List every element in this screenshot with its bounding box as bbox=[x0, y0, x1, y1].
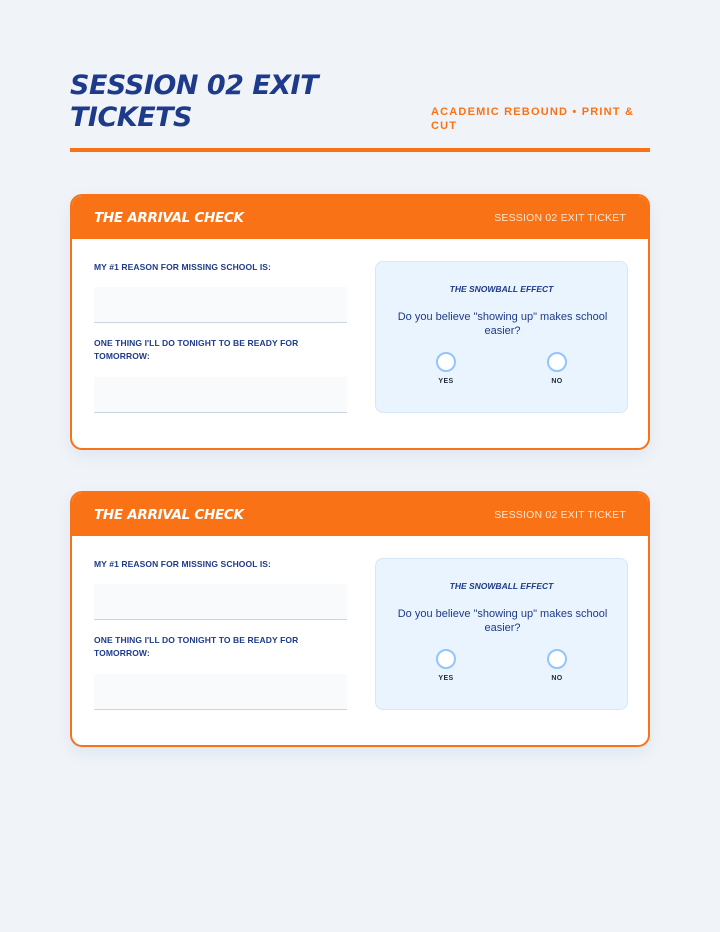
exit-ticket-1 bbox=[70, 194, 650, 450]
reason-answer-field[interactable] bbox=[94, 584, 347, 620]
yes-radio[interactable] bbox=[436, 649, 456, 669]
yes-label: YES bbox=[438, 675, 454, 682]
yes-radio[interactable] bbox=[436, 352, 456, 372]
no-option[interactable] bbox=[537, 649, 577, 689]
snowball-title: THE SNOWBALL EFFECT bbox=[449, 581, 554, 591]
ticket-tag: SESSION 02 EXIT TICKET bbox=[494, 509, 626, 521]
snowball-question: Do you believe "showing up" makes school easier? bbox=[397, 311, 608, 337]
no-option[interactable] bbox=[537, 352, 577, 392]
snowball-panel bbox=[375, 261, 628, 413]
yes-option[interactable] bbox=[426, 352, 466, 392]
no-radio[interactable] bbox=[547, 649, 567, 669]
page-header bbox=[70, 70, 650, 152]
no-label: NO bbox=[551, 675, 563, 682]
yes-option[interactable] bbox=[426, 649, 466, 689]
yes-label: YES bbox=[438, 378, 454, 385]
tonight-answer-field[interactable] bbox=[94, 674, 347, 710]
reason-answer-field[interactable] bbox=[94, 287, 347, 323]
no-label: NO bbox=[551, 378, 563, 385]
tonight-answer-field[interactable] bbox=[94, 377, 347, 413]
ticket-title: THE ARRIVAL CHECK bbox=[94, 507, 244, 523]
page-title: SESSION 02 EXIT TICKETS bbox=[70, 70, 319, 133]
exit-ticket-2 bbox=[70, 491, 650, 747]
question-reason-label: MY #1 REASON FOR MISSING SCHOOL IS: bbox=[94, 262, 271, 272]
ticket-tag: SESSION 02 EXIT TICKET bbox=[494, 212, 626, 224]
question-tonight-label: ONE THING I'LL DO TONIGHT TO BE READY FOR TOMORROW: bbox=[94, 338, 299, 361]
question-tonight-label: ONE THING I'LL DO TONIGHT TO BE READY FOR TOMORROW: bbox=[94, 635, 299, 658]
snowball-title: THE SNOWBALL EFFECT bbox=[449, 284, 554, 294]
no-radio[interactable] bbox=[547, 352, 567, 372]
ticket-title: THE ARRIVAL CHECK bbox=[94, 210, 244, 226]
question-reason-label: MY #1 REASON FOR MISSING SCHOOL IS: bbox=[94, 559, 271, 569]
ticket-header bbox=[72, 493, 648, 536]
snowball-question: Do you believe "showing up" makes school easier? bbox=[397, 608, 608, 634]
page-subtitle: ACADEMIC REBOUND • PRINT & CUT bbox=[431, 106, 635, 132]
ticket-header bbox=[72, 196, 648, 239]
snowball-panel bbox=[375, 558, 628, 710]
